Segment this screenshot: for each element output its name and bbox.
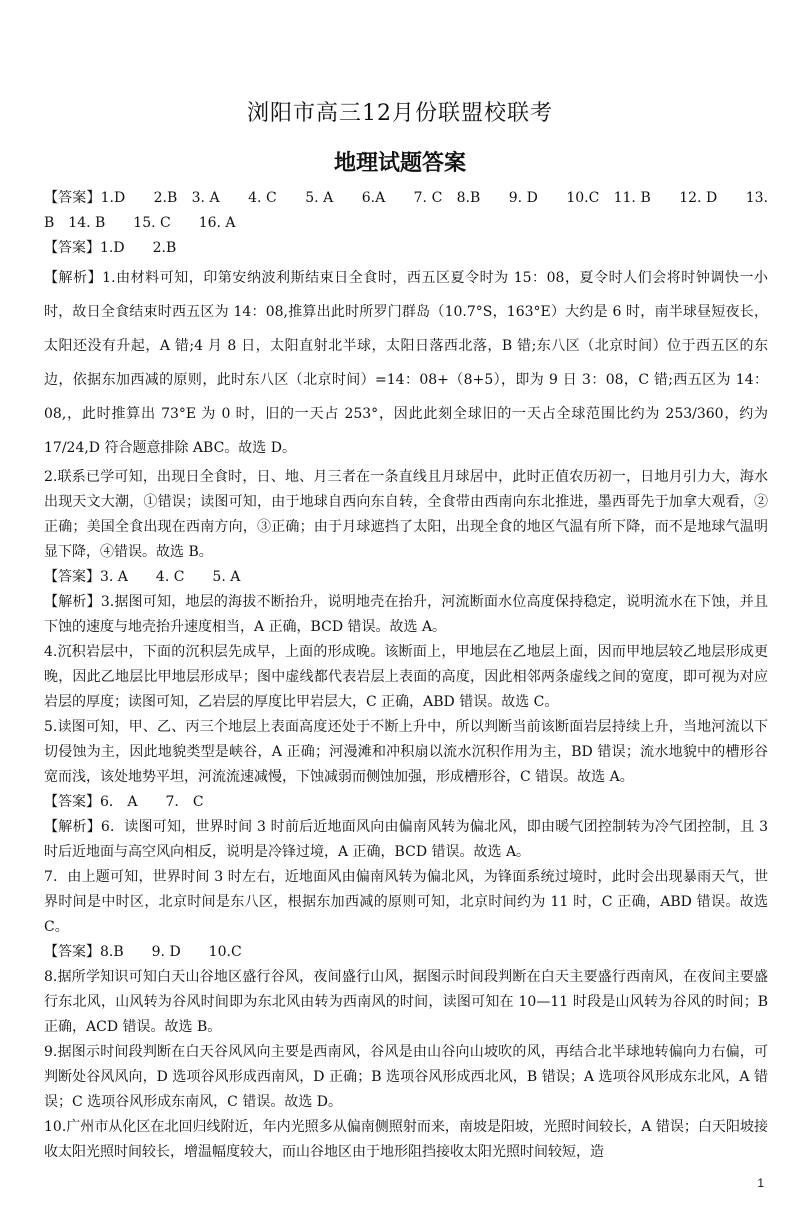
exam-title: 浏阳市高三12月份联盟校联考 xyxy=(247,101,553,126)
answer-subtitle: 地理试题答案 xyxy=(333,150,466,176)
explanation-5: 5.读图可知，甲、乙、丙三个地层上表面高度还处于不断上升中，所以判断当前该断面岩层持续上升，当地河流以下切侵蚀为主，因此地貌类型是峡谷，A 正确；河漫滩和冲积扇以流水沉积作用为主，BD 错误；流水地貌中的槽形谷宽而浅，该处地势平坦，河流流速减慢，下蚀减弱而侧蚀加强，形成槽形谷，C 错误。故选 A。 xyxy=(44,719,768,785)
answer-key-1-2: 【答案】1.D 2.B xyxy=(44,240,177,256)
answer-key-8-10: 【答案】8.B 9. D 10.C xyxy=(44,944,242,960)
explanation-1: 【解析】1.由材料可知，印第安纳波利斯结束日全食时，西五区夏令时为 15：08，夏令时人们会将时钟调快一小时，故日全食结束时西五区为 14：08,推算出此时所罗门群岛（10.7°S，163°E）大约是 6 时，南半球昼短夜长，太阳还没有升起，A 错;4 月 8 日，太阳直射北半球，太阳日落西北落，B 错;东八区（北京时间）位于西五区的东边，依据东加西减的原则，此时东八区（北京时间）=14：08+（8+5），即为 9 日 3：08，C 错;西五区为 14：08,，此时推算出 73°E 为 0 时，旧的一天占 253°，因此此刻全球旧的一天占全球范围比约为 253/360，约为 17/24,D 符合题意排除 ABC。故选 D。 xyxy=(44,270,768,456)
explanation-9: 9.据图示时间段判断在白天谷风风向主要是西南风，谷风是由山谷向山坡吹的风，再结合北半球地转偏向力右偏，可判断处谷风风向，D 选项谷风形成西南风，D 正确；B 选项谷风形成西北风，B 错误；A 选项谷风形成东北风，A 错误；C 选项谷风形成东南风，C 错误。故选 D。 xyxy=(44,1044,768,1110)
explanation-4: 4.沉积岩层中，下面的沉积层先成早，上面的形成晚。该断面上，甲地层在乙地层上面，因而甲地层较乙地层形成更晚，因此乙地层比甲地层形成早；图中虚线都代表岩层上表面的高度，因此相邻两条虚线之间的宽度，即可视为对应岩层的厚度；读图可知，乙岩层的厚度比甲岩层大，C 正确，ABD 错误。故选 C。 xyxy=(44,644,768,710)
explanation-8: 8.据所学知识可知白天山谷地区盛行谷风，夜间盛行山风，据图示时间段判断在白天主要盛行西南风，在夜间主要盛行东北风，山风转为谷风时间即为东北风由转为西南风的时间，读图可知在 10—11 时段是山风转为谷风的时间；B 正确，ACD 错误。故选 B。 xyxy=(44,969,768,1035)
explanation-2: 2.联系已学可知，出现日全食时，日、地、月三者在一条直线且月球居中，此时正值农历初一，日地月引力大，海水出现天文大潮，①错误；读图可知，由于地球自西向东自转，全食带由西南向东北推进，墨西哥先于加拿大观看，②正确；美国全食出现在西南方向，③正确；由于月球遮挡了太阳，出现全食的地区气温有所下降，而不是地球气温明显下降，④错误。故选 B。 xyxy=(44,469,768,560)
answer-key-3-5: 【答案】3. A 4. C 5. A xyxy=(44,569,241,585)
explanation-3: 【解析】3.据图可知，地层的海拔不断抬升，说明地壳在抬升，河流断面水位高度保持稳定，说明流水在下蚀，并且下蚀的速度与地壳抬升速度相当，A 正确，BCD 错误。故选 A。 xyxy=(44,594,768,635)
answer-key-all: 【答案】1.D 2.B 3. A 4. C 5. A 6.A 7. C 8.B 9. D 10.C 11. B 12. D 13. B 14. B 15. C 16. A xyxy=(44,190,768,231)
answer-key-6-7: 【答案】6． A 7． C xyxy=(44,794,204,810)
explanation-6: 【解析】6．读图可知，世界时间 3 时前后近地面风向由偏南风转为偏北风，即由暖气团控制转为冷气团控制，且 3 时后近地面与高空风向相反，说明是冷锋过境，A 正确，BCD 错误。故选 A。 xyxy=(44,819,768,860)
answer-body xyxy=(44,186,768,1165)
explanation-7: 7．由上题可知，世界时间 3 时左右，近地面风由偏南风转为偏北风，为锋面系统过境时，此时会出现暴雨天气，世界时间是中时区，北京时间是东八区，根据东加西减的原则可知，北京时间约为 11 时，C 正确，ABD 错误。故选 C。 xyxy=(44,869,768,935)
explanation-10: 10.广州市从化区在北回归线附近，年内光照多从偏南侧照射而来，南坡是阳坡，光照时间较长，A 错误；白天阳坡接收太阳光照时间较长，增温幅度较大，而山谷地区由于地形阻挡接收太阳光照时间较短，造 xyxy=(44,1119,768,1160)
page-number: 1 xyxy=(757,1176,764,1190)
